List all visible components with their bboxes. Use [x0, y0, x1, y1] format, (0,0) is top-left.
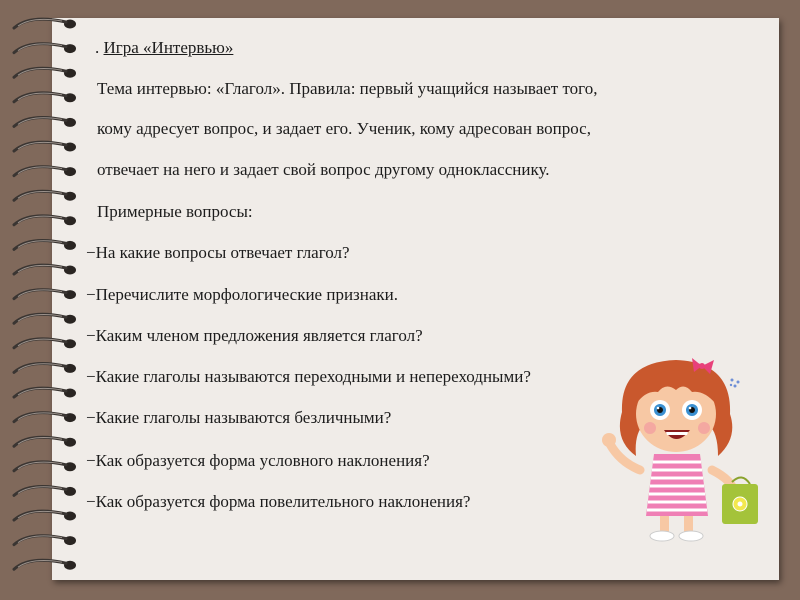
sparkle-icon: [730, 379, 740, 388]
sample-questions-heading: Примерные вопросы:: [97, 202, 253, 221]
dash-marker: −: [86, 451, 96, 470]
bag-icon: [722, 477, 758, 524]
question-item: [86, 285, 398, 305]
cheek-left: [644, 422, 656, 434]
question-text: Какие глаголы называются переходными и непереходными?: [95, 367, 531, 386]
dash-marker: −: [86, 243, 96, 262]
question-text: Перечислите морфологические признаки.: [95, 285, 399, 304]
question-text: На какие вопросы отвечает глагол?: [95, 243, 350, 262]
girl-illustration: [592, 352, 792, 552]
question-item: [86, 367, 531, 387]
question-item: [86, 492, 470, 512]
dash-marker: −: [86, 408, 96, 427]
dash-marker: −: [86, 326, 96, 345]
question-text: Как образуется форма условного наклонения?: [95, 451, 430, 470]
hand-left: [602, 433, 616, 447]
shoe-left: [650, 531, 674, 541]
striped-dress: [646, 454, 708, 516]
dash-marker: −: [86, 285, 96, 304]
question-item: [86, 451, 430, 471]
shoe-right: [679, 531, 703, 541]
title-prefix: .: [95, 38, 104, 57]
rules-line-3: отвечает на него и задает свой вопрос другому однокласснику.: [97, 160, 550, 179]
question-item: [86, 408, 391, 428]
dash-marker: −: [86, 492, 96, 511]
question-item: [86, 243, 350, 263]
question-text: Каким членом предложения является глагол?: [95, 326, 423, 345]
question-item: [86, 326, 423, 346]
cheek-right: [698, 422, 710, 434]
question-text: Как образуется форма повелительного наклонения?: [95, 492, 471, 511]
question-text: Какие глаголы называются безличными?: [95, 408, 392, 427]
rules-line-1: Тема интервью: «Глагол». Правила: первый учащийся называет того,: [97, 79, 598, 98]
slide-title: [95, 38, 233, 58]
dash-marker: −: [86, 367, 96, 386]
title-text: Игра «Интервью»: [103, 38, 234, 57]
rules-line-2: кому адресует вопрос, и задает его. Ученик, кому адресован вопрос,: [97, 119, 591, 138]
